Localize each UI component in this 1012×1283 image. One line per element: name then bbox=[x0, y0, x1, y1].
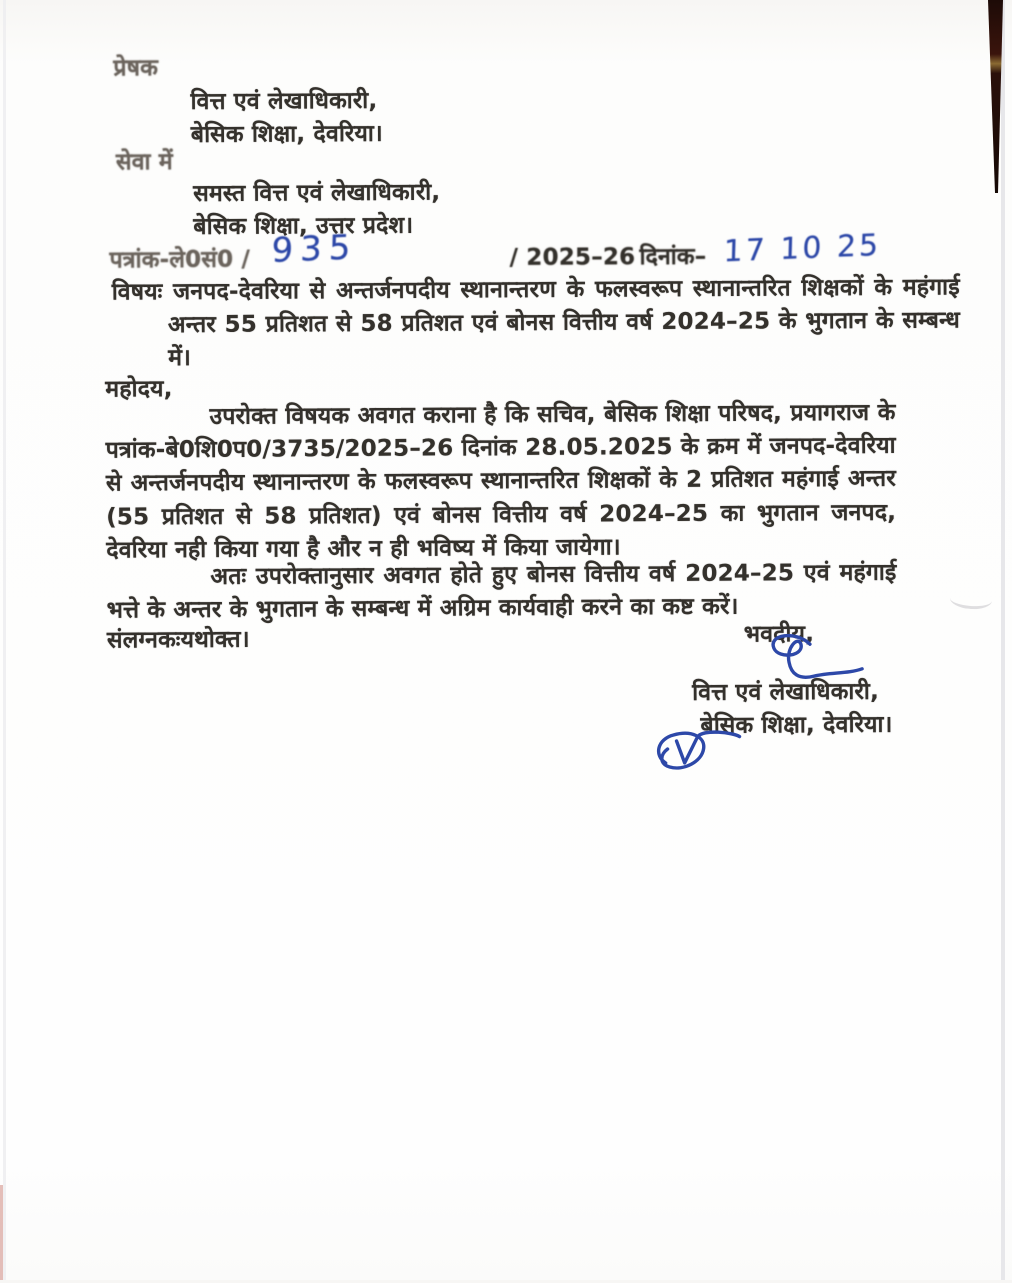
date-label: दिनांक– bbox=[639, 243, 707, 271]
body-paragraph-1: उपरोक्त विषयक अवगत कराना है कि सचिव, बेसिक शिक्षा परिषद, प्रयागराज के पत्रांक-बे0शि0प0/3735/2025–26 दिनांक 28.05.2025 के क्रम में जनपद-देवरिया से अन्तर्जनपदीय स्थानान्तरण के फलस्वरूप स्थानान्तरित शिक्षकों के 2 प्रतिशत महंगाई अन्तर (55 प्रतिशत से 58 प्रतिशत) एवं बोनस वित्तीय वर्ष 2024–25 का भुगतान जनपद, देवरिया नही किया गया है और न ही भविष्य में किया जायेगा। bbox=[105, 399, 897, 564]
salutation: महोदय, bbox=[105, 376, 173, 403]
letter-year: / 2025–26 bbox=[509, 244, 636, 271]
sender-line: बेसिक शिक्षा, देवरिया। bbox=[190, 120, 383, 148]
enclosure-note: संलग्नकःयथोक्त। bbox=[106, 626, 250, 654]
scan-edge-left bbox=[3, 0, 6, 1280]
body-paragraph-2: अतः उपरोक्तानुसार अवगत होते हुए बोनस वित्तीय वर्ष 2024–25 एवं महंगाई भत्ते के अन्तर के भुगतान के सम्बन्ध में अग्रिम कार्यवाही करने का कष्ट करें। bbox=[106, 559, 897, 624]
subject-text: जनपद-देवरिया से अन्तर्जनपदीय स्थानान्तरण के फलस्वरूप स्थानान्तरित शिक्षकों के महंगाई अन्तर 55 प्रतिशत से 58 प्रतिशत एवं बोनस वित्तीय वर्ष 2024–25 के भुगतान के सम्बन्ध में। bbox=[167, 274, 961, 372]
signatory-line: वित्त एवं लेखाधिकारी, bbox=[692, 678, 880, 706]
letter-number-handwritten: 935 bbox=[270, 227, 358, 271]
sender-address bbox=[191, 85, 383, 152]
sender-line: वित्त एवं लेखाधिकारी, bbox=[190, 87, 378, 115]
recipient-line: समस्त वित्त एवं लेखाधिकारी, bbox=[193, 179, 441, 207]
letter-number-label: पत्रांक-ले0सं0 / bbox=[109, 246, 251, 274]
circle-check-scribble-icon bbox=[649, 725, 744, 784]
subject-block bbox=[112, 271, 961, 375]
scan-shadow-wedge bbox=[980, 0, 1006, 196]
valediction: भवदीय, bbox=[743, 621, 815, 648]
date-handwritten: 17 10 25 bbox=[723, 227, 882, 270]
subject-label: विषयः bbox=[111, 279, 163, 306]
recipient-line: बेसिक शिक्षा, उत्तर प्रदेश। bbox=[193, 212, 414, 240]
recipient-label: सेवा में bbox=[115, 149, 173, 176]
sender-label: प्रेषक bbox=[113, 55, 159, 82]
signatory-line: बेसिक शिक्षा, देवरिया। bbox=[700, 711, 893, 739]
scan-edge-red-mark bbox=[0, 1185, 3, 1280]
